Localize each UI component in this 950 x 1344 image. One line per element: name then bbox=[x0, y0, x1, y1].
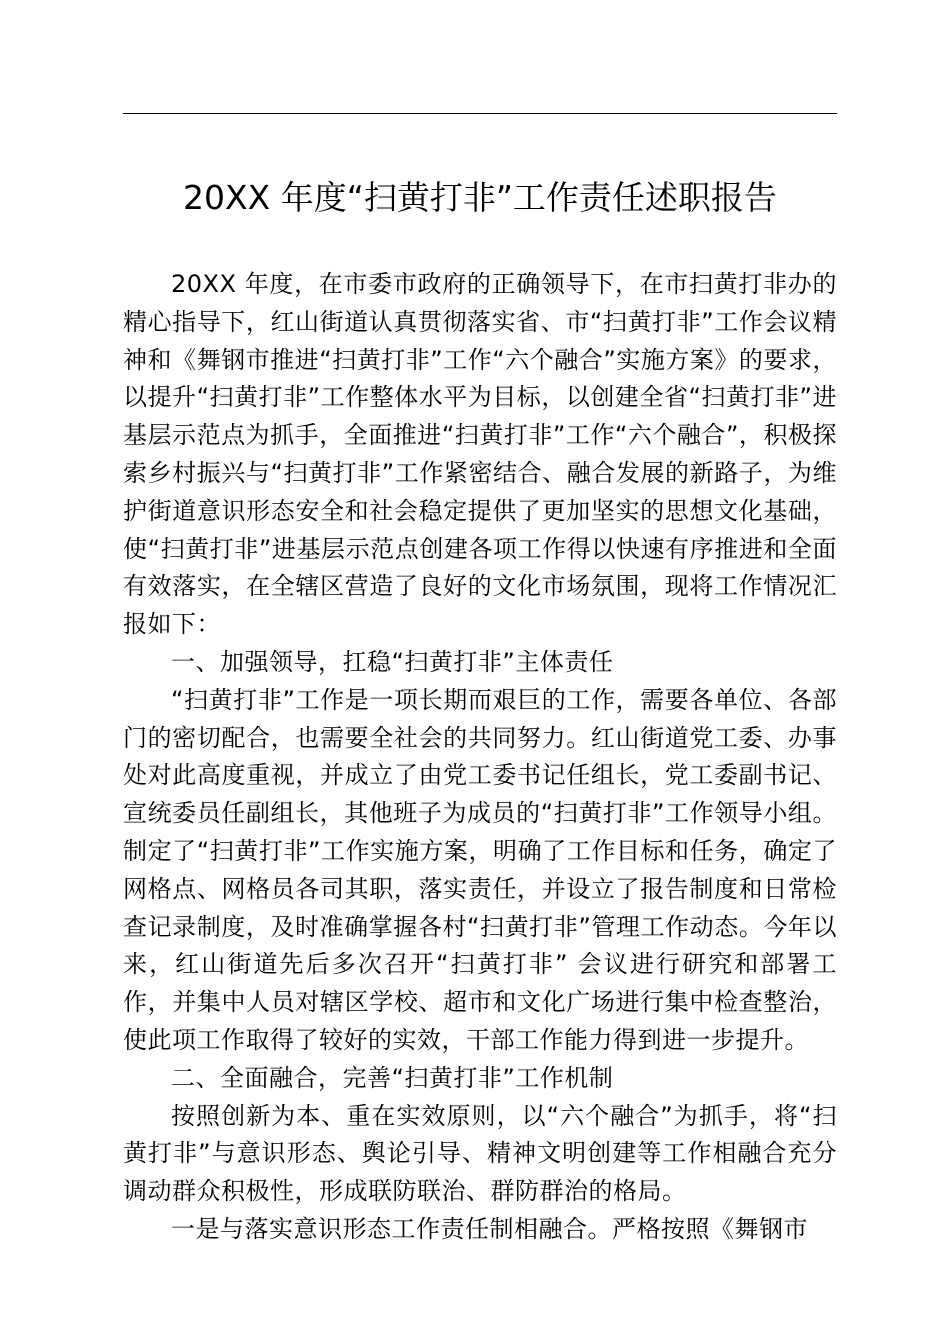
intro-paragraph: 20XX 年度，在市委市政府的正确领导下，在市扫黄打非办的精心指导下，红山街道认真贯彻落实省、市“扫黄打非”工作会议精神和《舞钢市推进“扫黄打非”工作“六个融合”实施方案》的要求，以提升“扫黄打非”工作整体水平为目标，以创建全省“扫黄打非”进基层示范点为抓手，全面推进“扫黄打非”工作“六个融合”，积极探索乡村振兴与“扫黄打非”工作紧密结合、融合发展的新路子，为维护街道意识形态安全和社会稳定提供了更加坚实的思想文化基础，使“扫黄打非”进基层示范点创建各项工作得以快速有序推进和全面有效落实，在全辖区营造了良好的文化市场氛围，现将工作情况汇报如下： bbox=[123, 270, 837, 639]
section-heading-1: 一、加强领导，扛稳“扫黄打非”主体责任 bbox=[171, 647, 614, 676]
section-2-item-1-paragraph: 一是与落实意识形态工作责任制相融合。严格按照《舞钢市 bbox=[171, 1214, 808, 1243]
section-2-paragraph: 按照创新为本、重在实效原则，以“六个融合”为抓手，将“扫黄打非”与意识形态、舆论引导、精神文明创建等工作相融合充分调动群众积极性，形成联防联治、群防群治的格局。 bbox=[123, 1101, 837, 1206]
header-rule bbox=[123, 113, 837, 114]
section-heading-2: 二、全面融合，完善“扫黄打非”工作机制 bbox=[171, 1063, 614, 1092]
document-title: 20XX 年度“扫黄打非”工作责任述职报告 bbox=[183, 178, 777, 217]
section-1-paragraph: “扫黄打非”工作是一项长期而艰巨的工作，需要各单位、各部门的密切配合，也需要全社会的共同努力。红山街道党工委、办事处对此高度重视，并成立了由党工委书记任组长，党工委副书记、宣统委员任副组长，其他班子为成员的“扫黄打非”工作领导小组。制定了“扫黄打非”工作实施方案，明确了工作目标和任务，确定了网格点、网格员各司其职，落实责任，并设立了报告制度和日常检查记录制度，及时准确掌握各村“扫黄打非”管理工作动态。今年以来，红山街道先后多次召开“扫黄打非” 会议进行研究和部署工作，并集中人员对辖区学校、超市和文化广场进行集中检查整治，使此项工作取得了较好的实效，干部工作能力得到进一步提升。 bbox=[123, 685, 837, 1054]
document-body bbox=[123, 266, 837, 1249]
